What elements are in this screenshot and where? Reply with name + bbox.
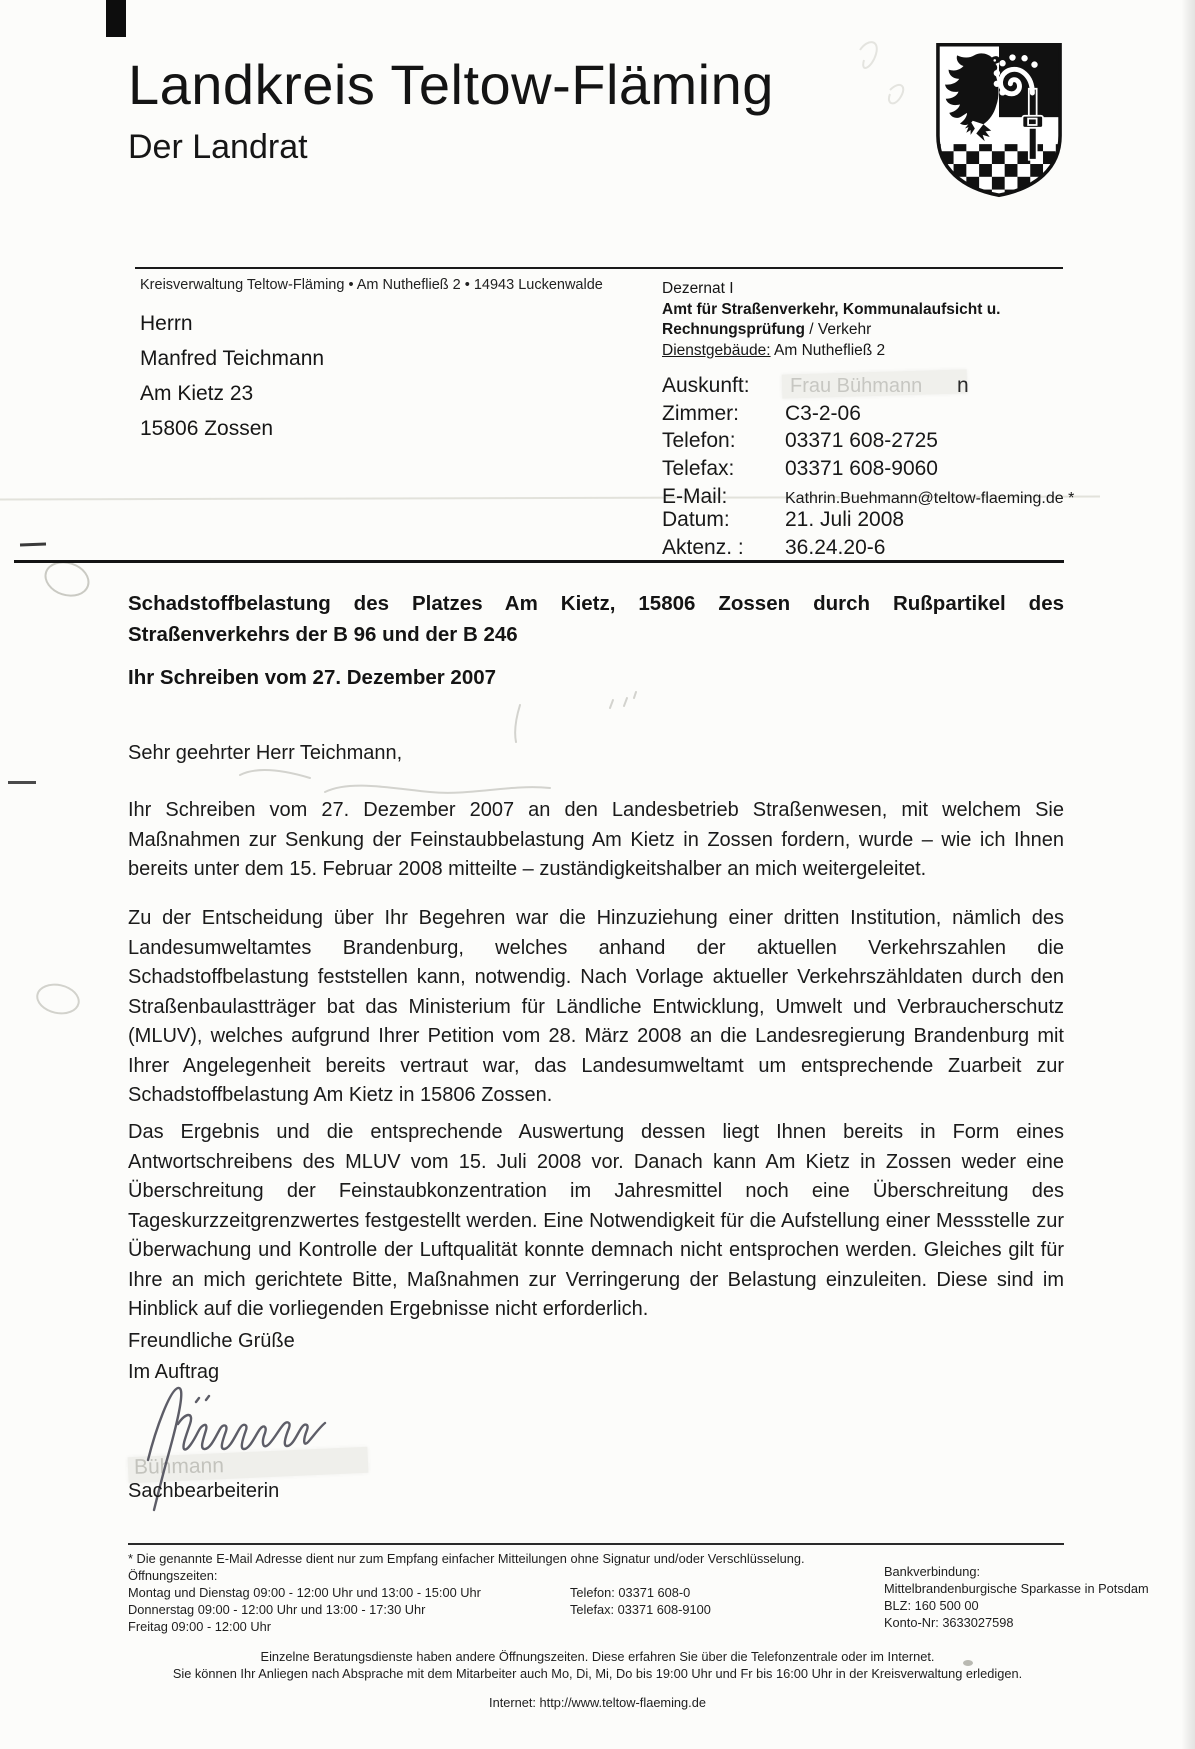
closing-greeting: Freundliche Grüße	[128, 1330, 295, 1352]
footer-opening-hours	[128, 1567, 568, 1635]
sender-return-address: Kreisverwaltung Teltow-Fläming • Am Nuthefließ 2 • 14943 Luckenwalde	[140, 277, 603, 293]
contact-row-zimmer	[662, 402, 861, 426]
redacted-name-suffix: n	[957, 374, 969, 397]
recipient-line: 15806 Zossen	[140, 417, 274, 440]
body-paragraph-3: Das Ergebnis und die entsprechende Auswertung dessen liegt Ihnen bereits in Form eines Antwortschreibens des MLUV vom 15. Juli 2008 vor. Danach kann Am Kietz in Zossen weder eine Überschreitung der Feinstaubkonzentration im Jahresmittel noch eine Überschreitung des Tageskurzzeitgrenzwertes festgestellt werden. Eine Notwendigkeit für die Aufstellung einer Messstelle zur Überwachung und Kontrolle der Luftqualität konnte demnach nicht entsprochen werden. Gleiches gilt für Ihre an mich gerichtete Bitte, Maßnahmen zur Verringerung der Belastung einzuleiten. Diese sind im Hinblick auf die vorliegenden Ergebnisse nicht erforderlich.	[128, 1121, 1064, 1320]
contact-row-telefon	[662, 429, 938, 453]
recipient-line: Herrn	[140, 312, 193, 335]
reference-line: Ihr Schreiben vom 27. Dezember 2007	[128, 666, 497, 689]
scan-artifact-dash	[8, 781, 36, 784]
contact-row-telefax	[662, 457, 938, 481]
contact-row-auskunft	[662, 374, 969, 398]
coat-of-arms-shield-icon	[928, 36, 1070, 204]
footer-fax: Telefax: 03371 608-9100	[570, 1602, 711, 1617]
bank-blz: BLZ: 160 500 00	[884, 1598, 979, 1613]
footer-phone-block	[570, 1584, 790, 1618]
amt-line1: Amt für Straßenverkehr, Kommunalaufsicht u.	[662, 300, 1001, 318]
footer-rule	[128, 1543, 1064, 1545]
bank-title: Bankverbindung:	[884, 1564, 981, 1579]
scan-artifact-blob	[106, 0, 126, 37]
signature-role: Sachbearbeiterin	[128, 1480, 280, 1502]
footer-internet-line: Internet: http://www.teltow-flaeming.de	[489, 1695, 706, 1710]
faint-pencil-annotation	[230, 680, 790, 810]
scan-artifact-fold-mark	[33, 980, 82, 1018]
body-paragraph-2: Zu der Entscheidung über Ihr Begehren war die Hinzuziehung einer dritten Institution, nämlich des Landesumweltamtes Brandenburg, welches anhand der aktuellen Verkehrszahlen die Schadstoffbelastung feststellen kann, notwendig. Nach Vorlage aktueller Verkehrszähldaten durch den Straßenbaulastträger bat das Ministerium für Ländliche Entwicklung, Umwelt und Verbraucherschutz (MLUV), welches aufgrund Ihrer Petition vom 28. März 2008 an die Landesregierung Brandenburg mit Ihrer Angelegenheit bereits vertraut war, das Landesumweltamt um entsprechende Zuarbeit zur Schadstoffbelastung Am Kietz in 15806 Zossen.	[128, 907, 1064, 1106]
recipient-line: Am Kietz 23	[140, 382, 254, 405]
footer-notice: Sie können Ihr Anliegen nach Absprache mit dem Mitarbeiter auch Mo, Di, Mi, Do bis 19:00 Uhr und Fr bis 16:00 Uhr in der Kreisverwaltung erledigen.	[172, 1666, 1023, 1681]
footer-email-note: * Die genannte E-Mail Adresse dient nur zum Empfang einfacher Mitteilungen ohne Signatur und/oder Verschlüsselung.	[128, 1551, 805, 1566]
contact-value: 21. Juli 2008	[785, 508, 905, 531]
coat-of-arms	[928, 36, 1070, 204]
bank-name: Mittelbrandenburgische Sparkasse in Potsdam	[884, 1581, 1149, 1596]
scan-artifact-dash	[20, 543, 46, 547]
office-block	[662, 279, 1092, 361]
section-divider	[14, 560, 1064, 563]
hours-title: Öffnungszeiten:	[128, 1568, 218, 1583]
body-paragraph-1: Ihr Schreiben vom 27. Dezember 2007 an den Landesbetrieb Straßenwesen, mit welchem Sie Maßnahmen zur Senkung der Feinstaubbelastung Am Kietz in Zossen fordern, wurde – wie ich Ihnen bereits unter dem 15. Februar 2008 mitteilte – zuständigkeitshalber an mich weitergeleitet.	[128, 799, 1064, 880]
contact-label: Aktenz. :	[662, 536, 744, 559]
contact-label: Zimmer:	[662, 402, 739, 425]
closing-im-auftrag: Im Auftrag	[128, 1361, 220, 1383]
letterhead-subtitle: Der Landrat	[128, 128, 308, 166]
contact-value: 03371 608-9060	[785, 457, 938, 480]
contact-row-aktenzeichen	[662, 536, 885, 560]
hours-line: Montag und Dienstag 09:00 - 12:00 Uhr und 13:00 - 15:00 Uhr	[128, 1585, 481, 1600]
header-rule	[135, 267, 1063, 269]
contact-value: C3-2-06	[785, 402, 861, 425]
contact-block	[662, 374, 1102, 574]
subject-line: Schadstoffbelastung des Platzes Am Kietz, 15806 Zossen durch Rußpartikel des Straßenverkehrs der B 96 und der B 246	[128, 592, 1064, 646]
faint-pencil-mark	[830, 30, 920, 150]
contact-value: 36.24.20-6	[785, 536, 886, 559]
hours-line: Freitag 09:00 - 12:00 Uhr	[128, 1619, 271, 1634]
recipient-line: Manfred Teichmann	[140, 347, 325, 370]
footer-phone: Telefon: 03371 608-0	[570, 1585, 691, 1600]
footer-bank-block	[884, 1563, 1184, 1631]
signature-name-redacted: Bühmann	[133, 1454, 225, 1479]
contact-value: 03371 608-2725	[785, 429, 938, 452]
contact-label: Auskunft:	[662, 374, 750, 397]
contact-row-email	[662, 485, 1074, 509]
bank-account: Konto-Nr: 3633027598	[884, 1615, 1014, 1630]
contact-row-datum	[662, 508, 904, 532]
contact-label: Datum:	[662, 508, 730, 531]
footer-notice: Einzelne Beratungsdienste haben andere Öffnungszeiten. Diese erfahren Sie über die Telefonzentrale oder im Internet.	[260, 1649, 935, 1664]
hours-line: Donnerstag 09:00 - 12:00 Uhr und 13:00 - 17:30 Uhr	[128, 1602, 426, 1617]
amt-line2: Rechnungsprüfung / Verkehr	[662, 321, 872, 338]
letterhead-title: Landkreis Teltow-Fläming	[128, 53, 774, 116]
redacted-name: Frau Bühmann	[790, 375, 923, 397]
salutation: Sehr geehrter Herr Teichmann,	[128, 742, 403, 764]
dienstgebaeude-line: Dienstgebäude: Am Nuthefließ 2	[662, 341, 886, 359]
contact-label: Telefon:	[662, 429, 736, 452]
contact-label: E-Mail:	[662, 485, 728, 508]
dezernat-line: Dezernat I	[662, 280, 734, 297]
recipient-address	[140, 306, 324, 446]
contact-label: Telefax:	[662, 457, 735, 480]
footer-notices	[0, 1648, 1195, 1682]
contact-value: Kathrin.Buehmann@teltow-flaeming.de *	[785, 490, 1075, 507]
